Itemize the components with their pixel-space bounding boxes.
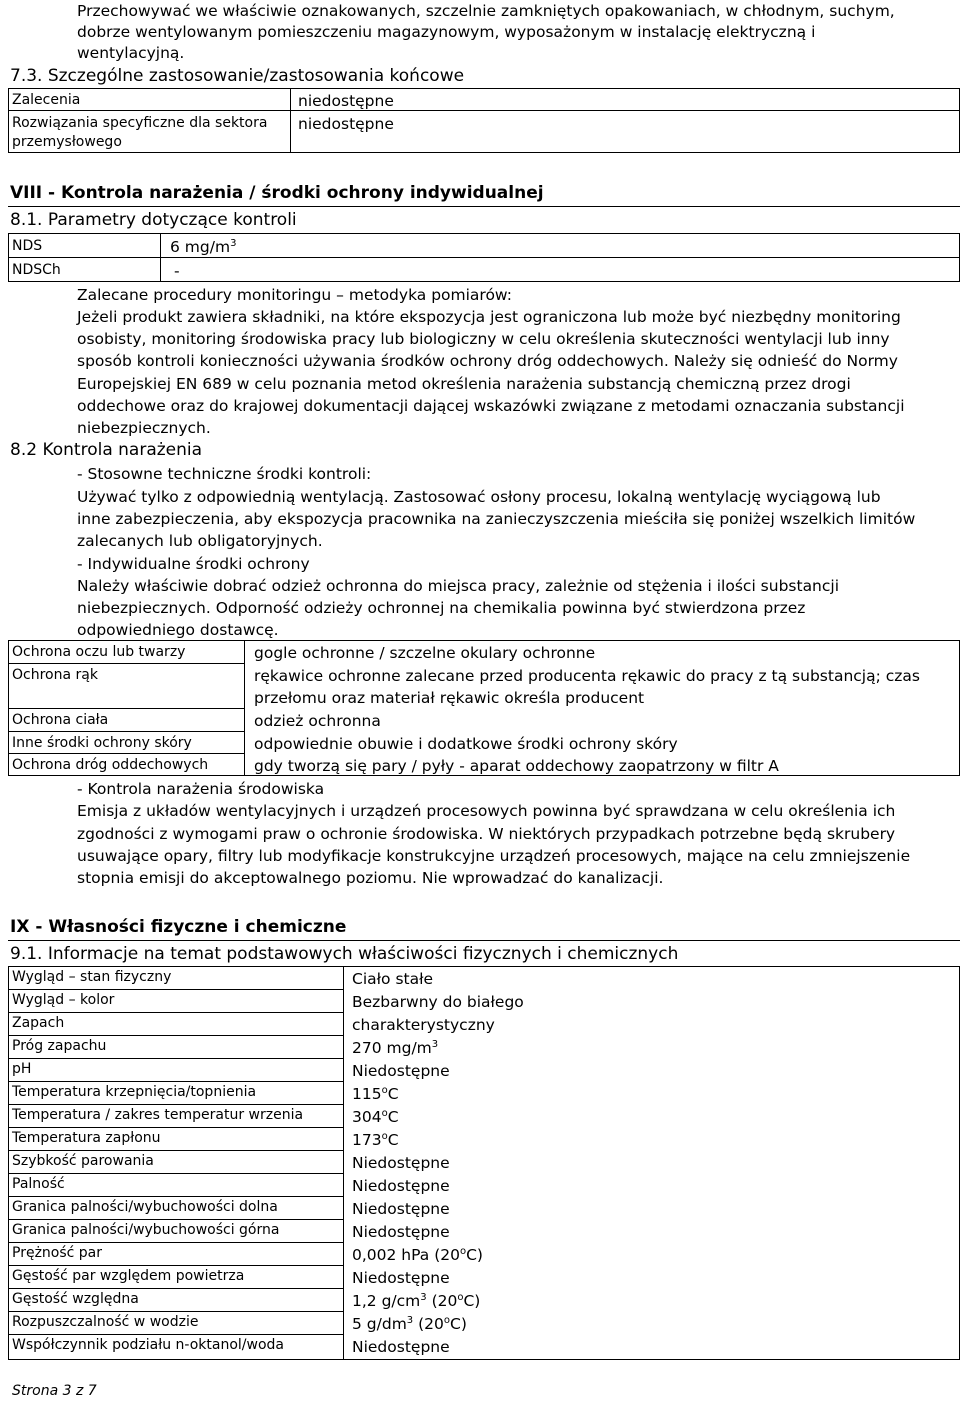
storage-line-2: dobrze wentylowanym pomieszczeniu magazynowym, wyposażonym w instalację elektryczną i (77, 23, 816, 41)
prop-value: Bezbarwny do białego (352, 993, 524, 1011)
section-9-1-title: 9.1. Informacje na temat podstawowych właściwości fizycznych i chemicznych (10, 944, 679, 964)
section-9-heading: IX - Własności fizyczne i chemiczne (10, 917, 347, 937)
prop-label: Wygląd – kolor (12, 992, 115, 1008)
prop-label: Temperatura / zakres temperatur wrzenia (12, 1107, 304, 1123)
env-line-2: usuwające opary, filtry lub modyfikacje konstrukcyjne urządzeń procesowych, mające na celu zmniejszenie (77, 847, 911, 865)
env-title: - Kontrola narażenia środowiska (77, 780, 325, 798)
env-line-1: zgodności z wymogami praw o ochronie środowiska. W niektórych przypadkach potrzebne będą skrubery (77, 825, 896, 843)
prop-value: 5 $g/dm^3$ (20$^o$C) (352, 1314, 467, 1333)
ppe-line-1: niebezpiecznych. Odporność odzieży ochronnej na chemikalia powinna być stwierdzona przez (77, 599, 806, 617)
ppe-value-eyes: gogle ochronne / szczelne okulary ochronne (254, 644, 596, 662)
ndsch-value: - (174, 262, 180, 280)
monitoring-line-0: Jeżeli produkt zawiera składniki, na które ekspozycja jest ograniczona lub może być niezbędny monitoring (77, 308, 901, 326)
prop-label: pH (12, 1061, 32, 1077)
ppe-label-body: Ochrona ciała (12, 712, 109, 728)
page-number: Strona 3 z 7 (12, 1383, 97, 1399)
storage-line-1: Przechowywać we właściwie oznakowanych, szczelnie zamkniętych opakowaniach, w chłodnym, suchym, (77, 2, 895, 20)
nds-label: NDS (12, 238, 43, 254)
prop-value: Niedostępne (352, 1200, 450, 1218)
prop-value: Niedostępne (352, 1269, 450, 1287)
monitoring-line-4: oddechowe oraz do krajowej dokumentacji dającej wskazówki związane z metodami oznaczania substancji (77, 397, 905, 415)
prop-label: Rozpuszczalność w wodzie (12, 1314, 199, 1330)
storage-line-3: wentylacyjną. (77, 44, 185, 62)
ppe-line-0: Należy właściwie dobrać odzież ochronna do miejsca pracy, zależnie od stężenia i ilości substancji (77, 577, 840, 595)
prop-value: 270 $mg/m^3$ (352, 1038, 439, 1057)
env-line-0: Emisja z układów wentylacyjnych i urządzeń procesowych powinna być sprawdzana w celu określenia ich (77, 802, 896, 820)
monitoring-line-3: Europejskiej EN 689 w celu poznania metod określenia narażenia substancją chemiczną przez drogi (77, 375, 851, 393)
section-7-3-title: 7.3. Szczególne zastosowanie/zastosowania końcowe (10, 66, 465, 86)
ppe-value-hands: rękawice ochronne zalecane przed producenta rękawic do pracy z tą substancją; czas (254, 667, 920, 685)
prop-label: Granica palności/wybuchowości dolna (12, 1199, 278, 1215)
prop-value: Niedostępne (352, 1177, 450, 1195)
s73-value-1: niedostępne (298, 115, 394, 133)
prop-label: Zapach (12, 1015, 65, 1031)
prop-value: Niedostępne (352, 1062, 450, 1080)
prop-label: Granica palności/wybuchowości górna (12, 1222, 280, 1238)
prop-label: Prężność par (12, 1245, 103, 1261)
prop-label: Temperatura zapłonu (12, 1130, 161, 1146)
prop-label: Wygląd – stan fizyczny (12, 969, 172, 985)
ppe-value-hands-2: przełomu oraz materiał rękawic określa producent (254, 689, 645, 707)
prop-value: 304$^o$C (352, 1107, 399, 1126)
prop-label: Współczynnik podziału n-oktanol/woda (12, 1337, 285, 1353)
prop-value: Niedostępne (352, 1223, 450, 1241)
prop-value: Ciało stałe (352, 970, 434, 988)
prop-value: charakterystyczny (352, 1016, 495, 1034)
prop-value: 115$^o$C (352, 1084, 399, 1103)
ppe-value-body: odzież ochronna (254, 712, 381, 730)
tech-line-2: zalecanych lub obligatoryjnych. (77, 532, 323, 550)
s73-label-1b: przemysłowego (12, 134, 122, 150)
s73-label-0: Zalecenia (12, 92, 81, 108)
prop-label: Temperatura krzepnięcia/topnienia (12, 1084, 257, 1100)
ppe-label-skin: Inne środki ochrony skóry (12, 735, 192, 751)
section-8-rule (8, 206, 960, 207)
prop-label: Próg zapachu (12, 1038, 107, 1054)
prop-value: 1,2 $g/cm^3$ (20$^o$C) (352, 1291, 481, 1310)
prop-label: Gęstość względna (12, 1291, 139, 1307)
section-9-rule (8, 940, 960, 941)
prop-label: Gęstość par względem powietrza (12, 1268, 245, 1284)
tech-line-0: Używać tylko z odpowiednią wentylacją. Zastosować osłony procesu, lokalną wentylację wyciągową lub (77, 488, 881, 506)
prop-label: Palność (12, 1176, 65, 1192)
ppe-label-eyes: Ochrona oczu lub twarzy (12, 644, 186, 660)
tech-line-1: inne zabezpieczenia, aby ekspozycja pracownika na zanieczyszczenia mieściła się poniżej wszelkich limitów (77, 510, 916, 528)
ppe-line-2: odpowiedniego dostawcę. (77, 621, 279, 639)
monitoring-line-2: sposób kontroli konieczności używania środków ochrony dróg oddechowych. Należy się odnieść do Normy (77, 352, 898, 370)
monitoring-title: Zalecane procedury monitoringu – metodyka pomiarów: (77, 286, 512, 304)
ppe-label-hands: Ochrona rąk (12, 667, 98, 683)
monitoring-line-5: niebezpiecznych. (77, 419, 211, 437)
ppe-title: - Indywidualne środki ochrony (77, 555, 310, 573)
section-8-heading: VIII - Kontrola narażenia / środki ochrony indywidualnej (10, 183, 544, 203)
ppe-label-respiratory: Ochrona dróg oddechowych (12, 757, 209, 773)
prop-value: Niedostępne (352, 1154, 450, 1172)
section-8-2-title: 8.2 Kontrola narażenia (10, 440, 203, 460)
env-line-3: stopnia emisji do akceptowalnego poziomu. Nie wprowadzać do kanalizacji. (77, 869, 664, 887)
section-8-1-title: 8.1. Parametry dotyczące kontroli (10, 210, 297, 230)
ppe-value-respiratory: gdy tworzą się pary / pyły - aparat oddechowy zaopatrzony w filtr A (254, 757, 779, 775)
nds-value: 6 $mg/m^3$ (170, 237, 237, 256)
monitoring-line-1: osobisty, monitoring środowiska pracy lub biologiczny w celu określenia skuteczności wentylacji lub inny (77, 330, 890, 348)
prop-label: Szybkość parowania (12, 1153, 154, 1169)
s73-value-0: niedostępne (298, 92, 394, 110)
ppe-value-skin: odpowiednie obuwie i dodatkowe środki ochrony skóry (254, 735, 678, 753)
tech-title: - Stosowne techniczne środki kontroli: (77, 465, 372, 483)
ndsch-label: NDSCh (12, 262, 61, 278)
prop-value: 0,002 hPa (20$^o$C) (352, 1245, 483, 1264)
prop-value: Niedostępne (352, 1338, 450, 1356)
prop-value: 173$^o$C (352, 1130, 399, 1149)
s73-label-1: Rozwiązania specyficzne dla sektora (12, 115, 268, 131)
